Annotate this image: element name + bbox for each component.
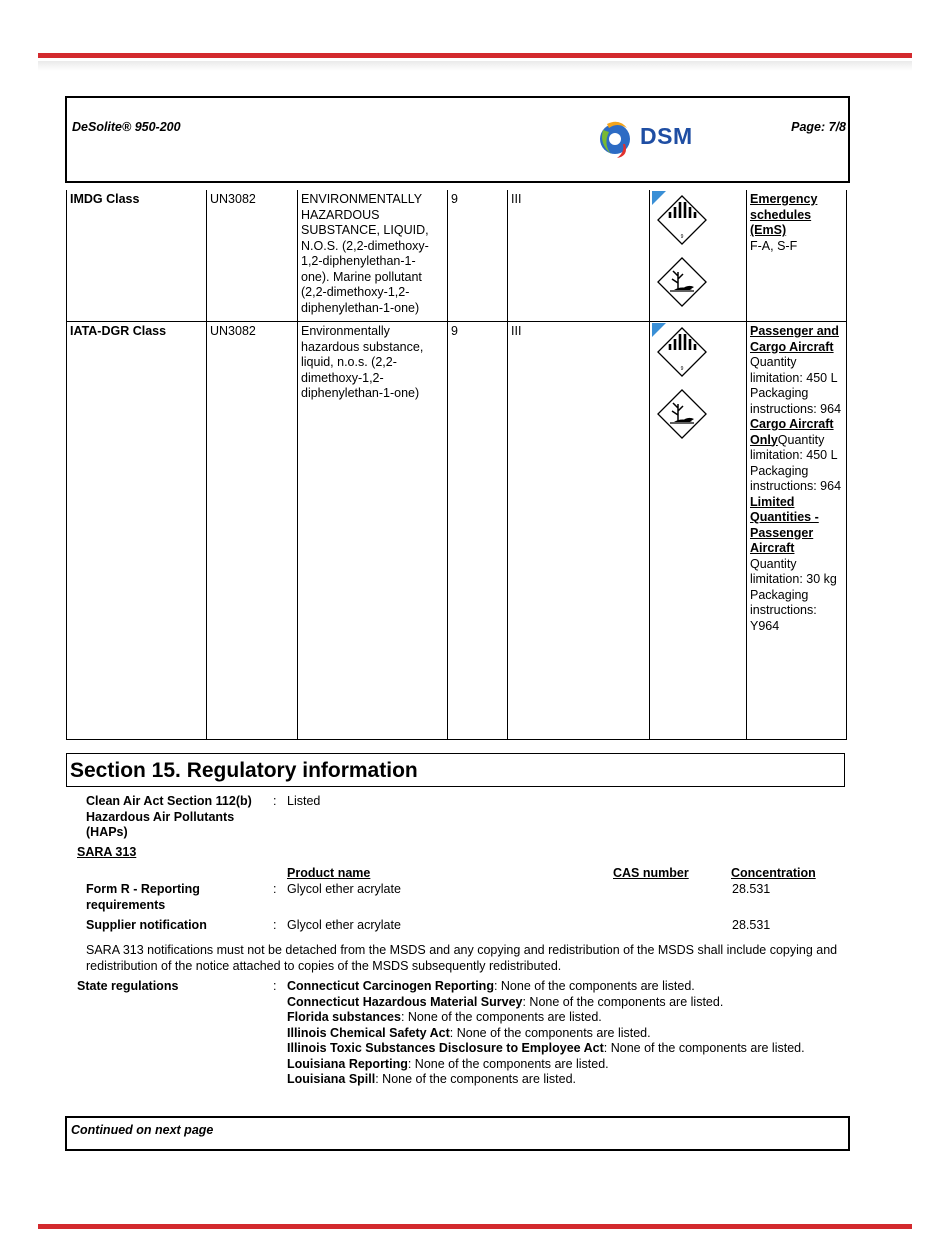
iata-shipping-name: Environmentally hazardous substance, liquid, n.o.s. (2,2-dimethoxy-1,2-diphenylethan-1-one) bbox=[298, 322, 448, 740]
form-r-product: Glycol ether acrylate bbox=[287, 882, 401, 896]
iata-un-number: UN3082 bbox=[207, 322, 298, 740]
col-cas-number: CAS number bbox=[613, 866, 689, 880]
transport-table bbox=[66, 190, 847, 740]
state-regulations-label: State regulations bbox=[77, 979, 179, 993]
logo-text: DSM bbox=[640, 123, 693, 149]
list-item: Connecticut Hazardous Material Survey: None of the components are listed. bbox=[287, 994, 724, 1009]
list-item: Illinois Toxic Substances Disclosure to Employee Act: None of the components are listed. bbox=[287, 1041, 805, 1055]
product-name: DeSolite® 950-200 bbox=[72, 120, 181, 134]
list-item: Louisiana Reporting: None of the components are listed. bbox=[287, 1056, 609, 1071]
colon: : bbox=[273, 979, 277, 993]
environment-hazard-icon bbox=[656, 388, 708, 440]
supplier-label: Supplier notification bbox=[86, 918, 207, 932]
sara-313-title: SARA 313 bbox=[77, 845, 137, 859]
imdg-class-label: IMDG Class bbox=[67, 190, 207, 322]
lq-text: Quantity limitation: 30 kg Packaging instructions: Y964 bbox=[750, 556, 837, 633]
list-item: Illinois Chemical Safety Act: None of the components are listed. bbox=[287, 1025, 651, 1040]
continued-note: Continued on next page bbox=[71, 1123, 214, 1137]
environment-hazard-icon bbox=[656, 256, 708, 308]
class9-hazard-icon bbox=[656, 194, 708, 246]
lq-title: Limited Quantities - Passenger Aircraft bbox=[750, 494, 819, 555]
dsm-logo bbox=[595, 114, 695, 164]
supplier-concentration: 28.531 bbox=[732, 918, 771, 932]
page-number: Page: 7/8 bbox=[791, 120, 846, 134]
pca-title: Passenger and Cargo Aircraft bbox=[750, 324, 839, 354]
table-row bbox=[67, 322, 847, 740]
class9-number: 9 bbox=[680, 234, 684, 240]
caa-value: Listed bbox=[287, 794, 321, 808]
sara-notice: SARA 313 notifications must not be detached from the MSDS and any copying and redistribution of the MSDS shall include copying and redistribution of the notice attached to copies of the MSDS subsequently redistributed. bbox=[86, 943, 838, 973]
form-r-label: Form R - Reporting requirements bbox=[86, 882, 200, 912]
iata-hazard-class: 9 bbox=[448, 322, 508, 740]
supplier-product: Glycol ether acrylate bbox=[287, 918, 401, 932]
imdg-ems bbox=[747, 190, 847, 322]
top-accent-bar bbox=[38, 53, 912, 58]
imdg-shipping-name: ENVIRONMENTALLY HAZARDOUS SUBSTANCE, LIQUID, N.O.S. (2,2-dimethoxy-1,2-diphenylethan-1-one). Marine pollutant (2,2-dimethoxy-1,2-diphenylethan-1-one) bbox=[298, 190, 448, 322]
imdg-hazard-class: 9 bbox=[448, 190, 508, 322]
caa-label: Clean Air Act Section 112(b) Hazardous Air Pollutants (HAPs) bbox=[86, 794, 252, 839]
bottom-accent-bar bbox=[38, 1224, 912, 1229]
state-regulations-list bbox=[287, 979, 827, 1088]
iata-class-label: IATA-DGR Class bbox=[67, 322, 207, 740]
ems-title: Emergency schedules (EmS) bbox=[750, 192, 818, 237]
page-header bbox=[65, 96, 850, 183]
ems-value: F-A, S-F bbox=[750, 238, 798, 253]
colon: : bbox=[273, 918, 277, 932]
list-item: Louisiana Spill: None of the components are listed. bbox=[287, 1072, 577, 1086]
imdg-pictograms bbox=[650, 190, 747, 322]
colon: : bbox=[273, 882, 277, 896]
list-item: Florida substances: None of the components are listed. bbox=[287, 1010, 602, 1024]
dsm-logo-icon bbox=[595, 114, 645, 164]
imdg-packing-group: III bbox=[508, 190, 650, 322]
iata-pictograms bbox=[650, 322, 747, 740]
colon: : bbox=[273, 794, 277, 808]
iata-aircraft-info bbox=[747, 322, 847, 740]
col-product-name: Product name bbox=[287, 866, 371, 880]
form-r-concentration: 28.531 bbox=[732, 882, 771, 896]
section-15-title: Section 15. Regulatory information bbox=[66, 753, 845, 787]
class9-number: 9 bbox=[680, 366, 684, 372]
top-shadow bbox=[38, 61, 912, 71]
table-row bbox=[67, 190, 847, 322]
footer-box bbox=[65, 1116, 850, 1151]
class9-hazard-icon bbox=[656, 326, 708, 378]
col-concentration: Concentration bbox=[731, 866, 816, 880]
pca-text: Quantity limitation: 450 L Packaging instructions: 964 bbox=[750, 355, 842, 416]
cao-text: Quantity limitation: 450 L Packaging instructions: 964 bbox=[750, 432, 842, 493]
imdg-un-number: UN3082 bbox=[207, 190, 298, 322]
cao-title: Cargo Aircraft Only bbox=[750, 417, 834, 447]
list-item: Connecticut Carcinogen Reporting: None of the components are listed. bbox=[287, 979, 695, 993]
iata-packing-group: III bbox=[508, 322, 650, 740]
